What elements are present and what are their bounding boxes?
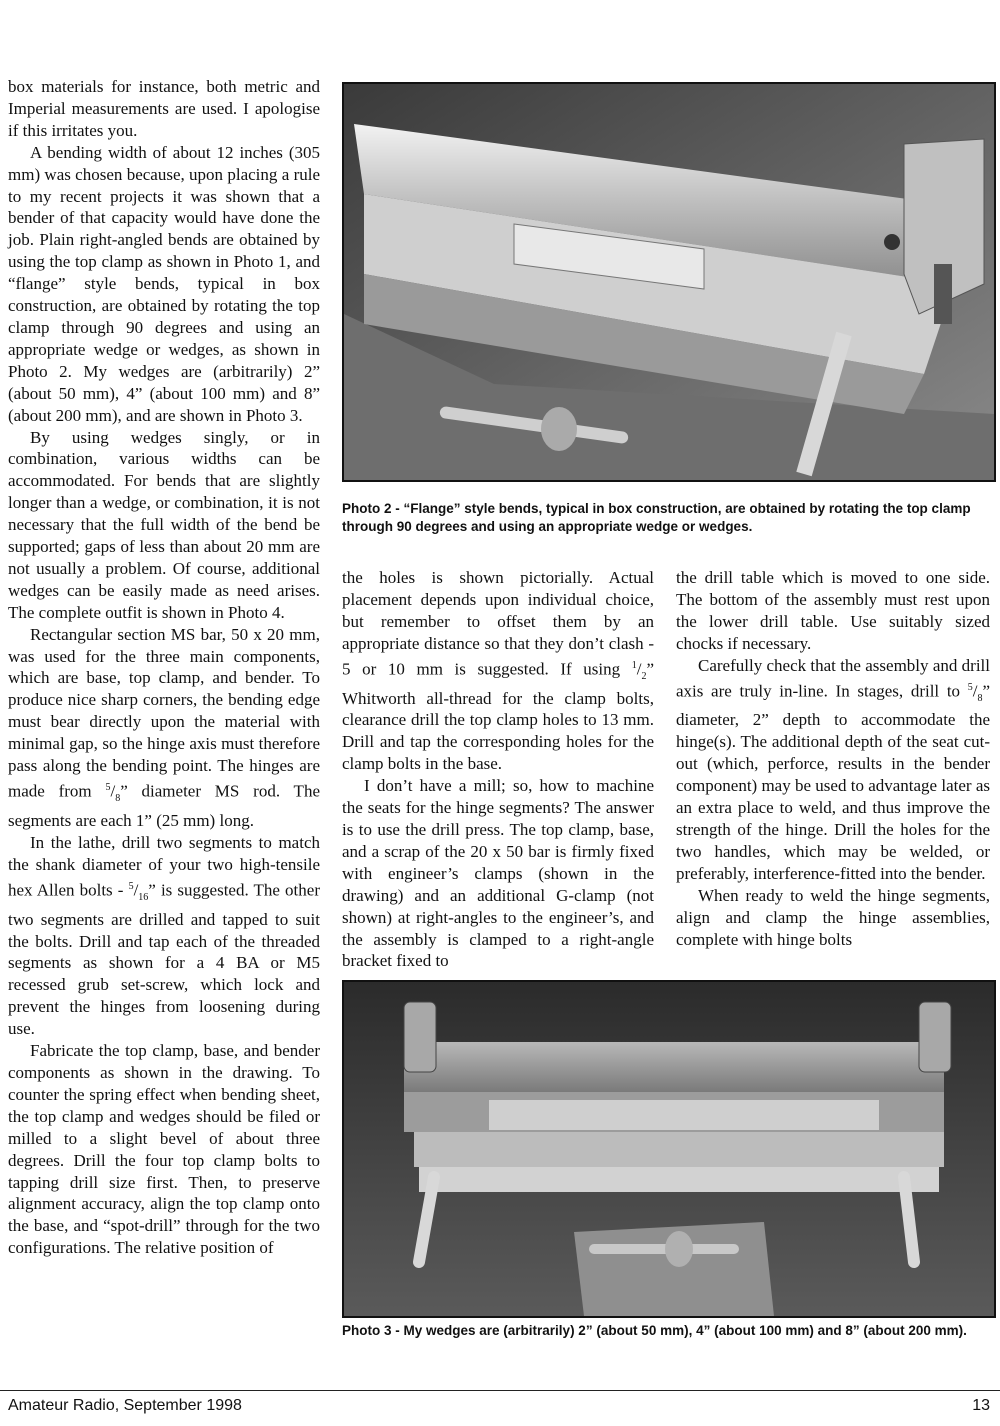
photo-3-image: [344, 982, 994, 1316]
footer-publication: Amateur Radio, September 1998: [8, 1397, 242, 1414]
paragraph: the drill table which is moved to one side. The bottom of the assembly must rest upon the lower drill table. Use suitably sized chocks if necessary.: [676, 568, 990, 653]
article-column-1: [8, 76, 320, 1259]
paragraph: Fabricate the top clamp, base, and bender components as shown in the drawing. To counter the spring effect when bending sheet, the top clamp and wedges should be filed or milled to a slight bevel of about three degrees. Drill the four top clamp bolts to tapping drill size first. Then, to preserve alignment accuracy, align the top clamp onto the base, and “spot-drill” through for the two configurations. The relative position of: [8, 1041, 320, 1258]
paragraph: When ready to weld the hinge segments, align and clamp the hinge assemblies, complete with hinge bolts: [676, 885, 990, 949]
paragraph: the holes is shown pictorially. Actual placement depends upon individual choice, but remember to offset them by an appropriate distance so that they don’t clash - 5 or 10 mm is suggested. If using $^1/_2$” Whitworth all-thread for the clamp bolts, clearance drill the top clamp holes to 13 mm. Drill and tap the corresponding holes for the clamp bolts in the base.: [342, 568, 654, 774]
page-number: 13: [972, 1397, 990, 1414]
article-column-3: [676, 567, 990, 950]
paragraph: A bending width of about 12 inches (305 mm) was chosen because, upon placing a rule to my recent projects it was shown that a bender of that capacity would have done the job. Plain right-angled bends are obtained by using the top clamp as shown in Photo 1, and “flange” style bends, typical in box construction, are obtained by rotating the top clamp through 90 degrees and using an appropriate wedge or wedges, as shown in Photo 2. My wedges are (arbitrarily) 2” (about 50 mm), 4” (about 100 mm) and 8” (about 200 mm), and are shown in Photo 3.: [8, 142, 320, 425]
photo-2-image: [344, 84, 994, 480]
paragraph: Rectangular section MS bar, 50 x 20 mm, was used for the three main components, which are base, top clamp, and bender. To produce nice sharp corners, the bending edge must bear directly upon the material with minimal gap, so the hinge axis must therefore pass along the bending point. The hinges are made from $^5/_8$” diameter MS rod. The segments are each 1” (25 mm) long.: [8, 624, 320, 830]
paragraph: By using wedges singly, or in combination, various widths can be accommodated. For bends that are slightly longer than a wedge, or combination, it is not necessary that the full width of the bend be supported; gaps of less than about 20 mm are not usually a problem. Of course, additional wedges can be easily made as need arises. The complete outfit is shown in Photo 4.: [8, 427, 320, 622]
paragraph: box materials for instance, both metric and Imperial measurements are used. I apologise if this irritates you.: [8, 77, 320, 140]
photo-2-caption: Photo 2 - “Flange” style bends, typical in box construction, are obtained by rotating the top clamp through 90 degrees and using an appropriate wedge or wedges.: [342, 501, 971, 534]
article-column-2: [342, 567, 654, 972]
paragraph: I don’t have a mill; so, how to machine the seats for the hinge segments? The answer is to use the drill press. The top clamp, base, and a scrap of the 20 x 50 bar is firmly fixed with engineer’s clamps (shown in the drawing) and an additional G-clamp (not shown) at right-angles to the engineer’s, and the assembly is clamped to a right-angle bracket fixed to: [342, 776, 654, 971]
paragraph: In the lathe, drill two segments to match the shank diameter of your two high-tensile hex Allen bolts - $^5/_{16}$” is suggested. The other two segments are drilled and tapped to suit the bolts. Drill and tap each of the threaded segments as shown for a 4 BA or M5 recessed grub set-screw, which lock and prevent the hinges from loosening during use.: [8, 832, 320, 1039]
footer-divider: [0, 1390, 1000, 1391]
photo-3-caption: Photo 3 - My wedges are (arbitrarily) 2” (about 50 mm), 4” (about 100 mm) and 8” (about 200 mm).: [342, 1323, 967, 1338]
photo-3-wedges: [342, 980, 996, 1318]
photo-2-flange-bends: [342, 82, 996, 482]
paragraph: Carefully check that the assembly and drill axis are truly in-line. In stages, drill to $^5/_8$” diameter, 2” depth to accommodate the hinge(s). The additional depth of the seat cut-out (which, perforce, results in the bender component) may be used to advantage later as an extra place to weld, and thus improve the strength of the hinge. Drill the holes for the two handles, which may be welded, or preferably, interference-fitted into the bender.: [676, 655, 990, 883]
